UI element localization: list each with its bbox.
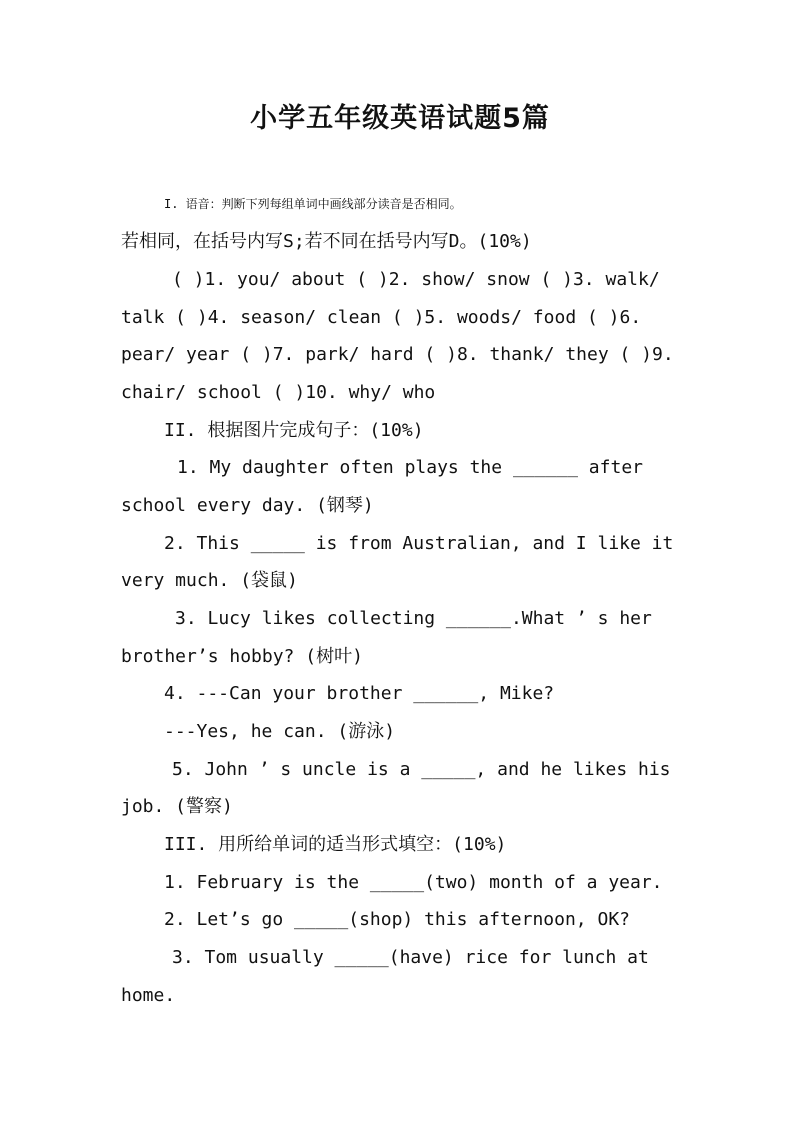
section3-q3-line1: 3. Tom usually _____(have) rice for lunch at [172,947,649,968]
section2-q5-line1: 5. John ’ s uncle is a _____, and he likes his [172,759,671,780]
section2-q1-line1: 1. My daughter often plays the ______ after [177,457,643,478]
section1-item-text2: talk ( )4. season/ clean ( )5. woods/ food ( )6. [121,307,642,328]
section3-q1: 1. February is the _____(two) month of a year. [164,872,663,893]
section2-q2-line2: very much. (袋鼠) [121,570,298,591]
section1-item-line4: chair/ school ( )10. why/ who [121,382,436,403]
section1-item-text3: pear/ year ( )7. park/ hard ( )8. thank/ they ( )9. [121,344,674,365]
section2-q3-line1: 3. Lucy likes collecting ______.What ’ s her [175,608,652,629]
section1-heading-text1: I. 语音：判断下列每组单词中画线部分读音是否相同。 [164,197,462,211]
section1-item-text1: ( )1. you/ about ( )2. show/ snow ( )3. walk/ [172,269,660,290]
section1-heading-line1 [164,192,704,216]
page-title: 小学五年级英语试题5篇 [250,103,550,134]
section2-q4-line2: ---Yes, he can. (游泳) [164,721,396,742]
section2-q5-line2: job. (警察) [121,796,233,817]
section1-item-line1 [172,268,678,292]
section2-q3-line2: brother’s hobby? (树叶) [121,646,363,667]
section1-item-line2 [121,306,677,330]
section2-q4-line1: 4. ---Can your brother ______, Mike? [164,683,555,704]
section3-heading: III. 用所给单词的适当形式填空：(10%) [164,834,507,855]
section1-item-line3 [121,343,677,367]
section3-q3-line2: home. [121,985,176,1006]
section2-q2-line1: 2. This _____ is from Australian, and I like it [164,533,674,554]
section2-q1-line2: school every day. (钢琴) [121,495,374,516]
section2-heading: II. 根据图片完成句子：(10%) [164,420,424,441]
section1-heading-line2: 若相同，在括号内写S;若不同在括号内写D。(10%) [121,231,532,252]
section3-q2: 2. Let’s go _____(shop) this afternoon, OK? [164,909,630,930]
